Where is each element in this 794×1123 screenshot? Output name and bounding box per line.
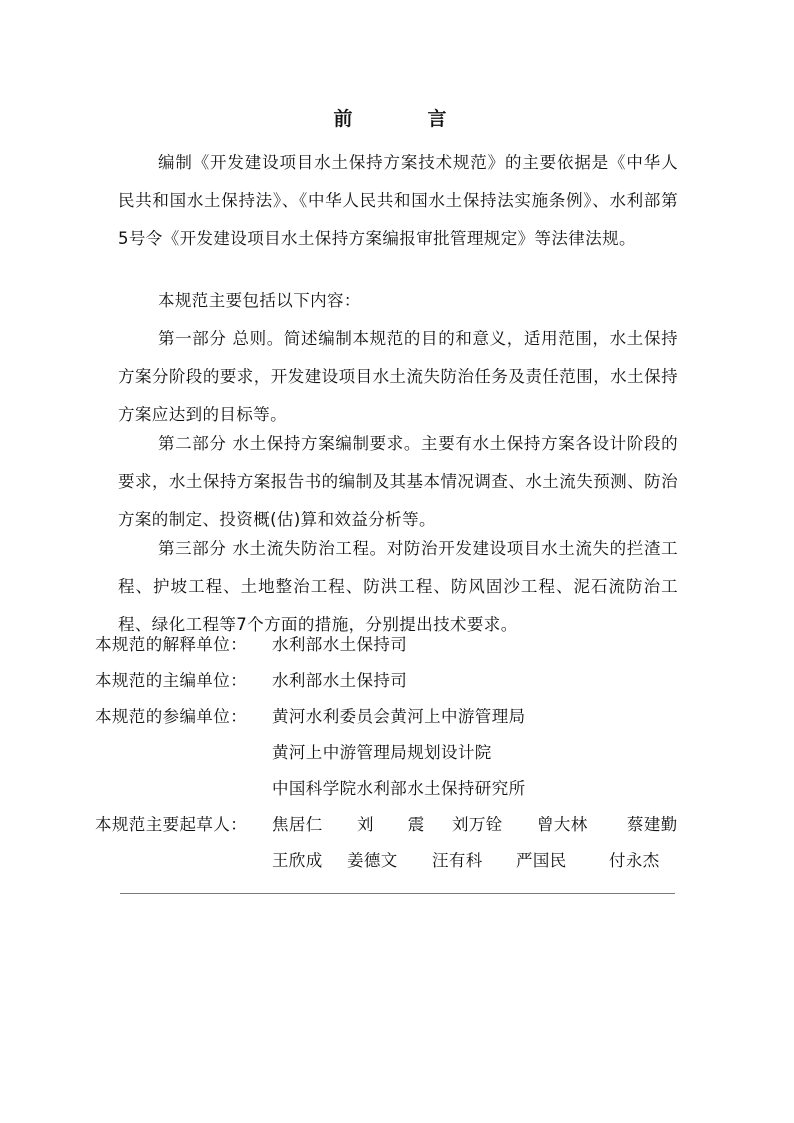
participating-unit-3: 中国科学院水利部水土保持研究所: [272, 779, 526, 798]
drafter-name: 付永杰: [609, 851, 660, 870]
footer-divider: [120, 893, 675, 894]
paragraph-basis: 编制《开发建设项目水土保持方案技术规范》的主要依据是《中华人民共和国水土保持法》、《中华人民共和国水土保持法实施条例》、水利部第5号令《开发建设项目水土保持方案编报审批管理规定》等法律法规。: [118, 153, 678, 248]
drafter-name: 汪有科: [432, 851, 483, 870]
interpretation-unit: 水利部水土保持司: [272, 635, 408, 654]
paragraph-contents-intro: 本规范主要包括以下内容：: [158, 291, 361, 310]
page-title: 前 言: [333, 108, 475, 130]
drafter-name: 曾大林: [537, 815, 588, 834]
participating-unit-1: 黄河水利委员会黄河上中游管理局: [272, 707, 526, 726]
participating-label: 本规范的参编单位：: [95, 707, 248, 726]
paragraph-part-two: 第二部分 水土保持方案编制要求。主要有水土保持方案各设计阶段的要求，水土保持方案报告书的编制及其基本情况调查、水土流失预测、防治方案的制定、投资概(估)算和效益分析等。: [118, 434, 678, 529]
chief-editor-unit: 水利部水土保持司: [272, 671, 408, 690]
paragraph-part-one: 第一部分 总则。简述编制本规范的目的和意义，适用范围，水土保持方案分阶段的要求，开发建设项目水土流失防治任务及责任范围，水土保持方案应达到的目标等。: [118, 329, 678, 424]
drafter-name: 焦居仁: [272, 815, 323, 834]
interpretation-label: 本规范的解释单位：: [95, 635, 248, 654]
drafter-name: 姜德文: [347, 851, 398, 870]
drafter-name: 王欣成: [272, 851, 323, 870]
drafters-label: 本规范主要起草人：: [95, 815, 248, 834]
drafter-name: 刘万铨: [452, 815, 503, 834]
paragraph-part-three: 第三部分 水土流失防治工程。对防治开发建设项目水土流失的拦渣工程、护坡工程、土地整治工程、防洪工程、防风固沙工程、泥石流防治工程、绿化工程等7个方面的措施，分别提出技术要求。: [118, 539, 678, 634]
participating-unit-2: 黄河上中游管理局规划设计院: [272, 743, 492, 762]
drafter-name: 严国民: [516, 851, 567, 870]
chief-editor-label: 本规范的主编单位：: [95, 671, 248, 690]
drafter-name: 蔡建勤: [627, 815, 678, 834]
drafter-name: 刘 震: [357, 815, 425, 834]
